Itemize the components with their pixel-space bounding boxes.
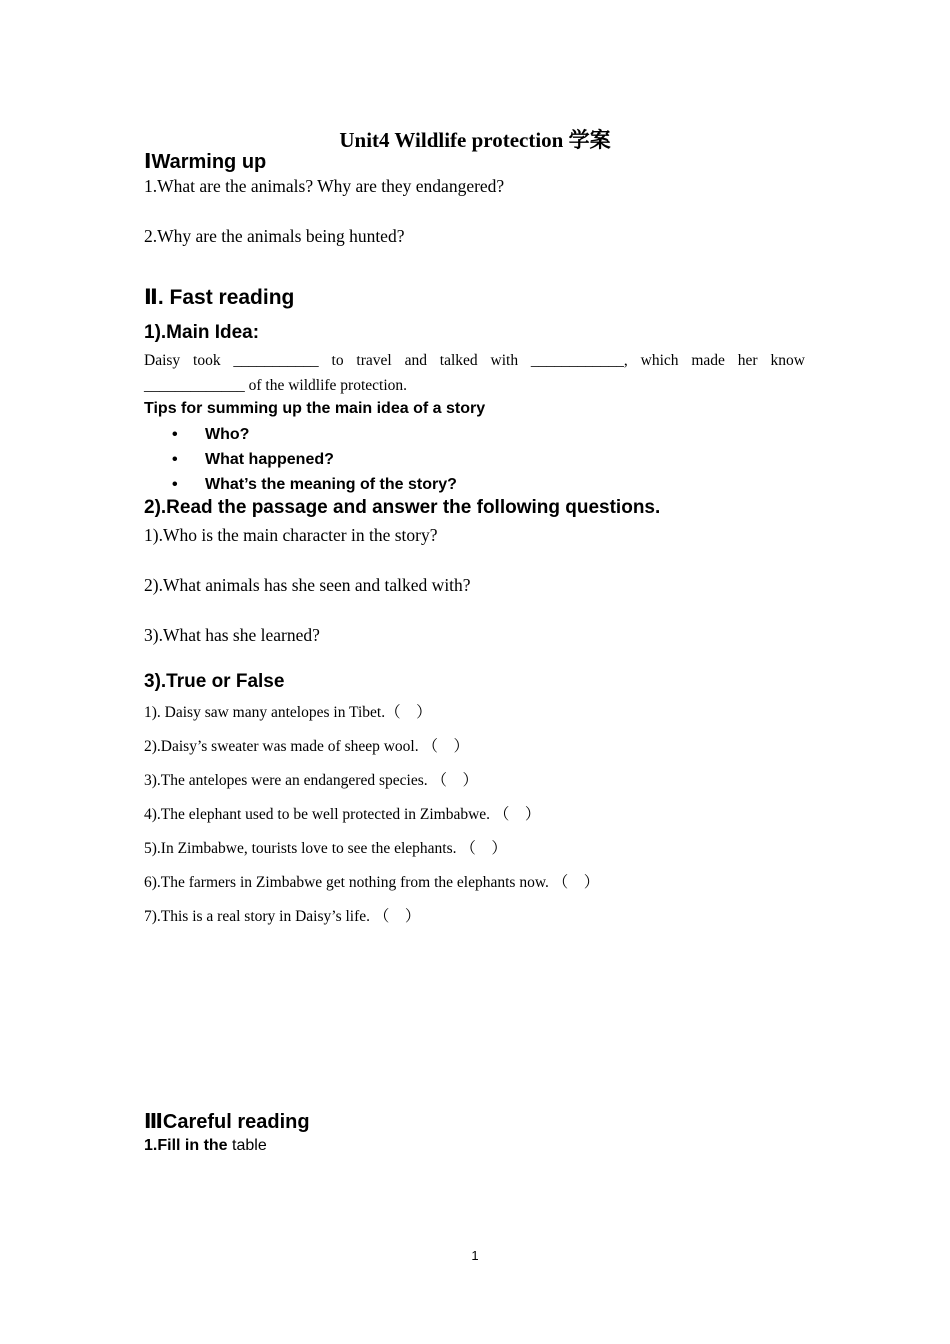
main-idea-word: to <box>331 352 344 369</box>
read-answer-heading: 2).Read the passage and answer the following questions. <box>144 497 661 518</box>
main-idea-blank-1: ___________ <box>233 352 319 369</box>
main-idea-word: which <box>640 352 679 369</box>
warming-up-heading: ⅠWarming up <box>144 151 267 173</box>
main-idea-word: and <box>404 352 427 369</box>
main-idea-word: with <box>490 352 519 369</box>
tf-item-3: 3).The antelopes were an endangered species. （ ） <box>144 772 478 789</box>
fill-table-instruction <box>144 1137 267 1155</box>
page-title: Unit4 Wildlife protection 学案 <box>339 128 611 152</box>
read-question-1: 1).Who is the main character in the story? <box>144 525 438 545</box>
main-idea-word: her <box>737 352 758 369</box>
tf-item-2: 2).Daisy’s sweater was made of sheep wool. （ ） <box>144 738 469 755</box>
main-idea-line-2: _____________ of the wildlife protection. <box>144 377 408 394</box>
main-idea-word: know <box>770 352 805 369</box>
read-question-3: 3).What has she learned? <box>144 625 320 645</box>
tip-meaning: What’s the meaning of the story? <box>205 476 457 493</box>
main-idea-heading: 1).Main Idea: <box>144 322 260 343</box>
tip-what-happened: What happened? <box>205 451 334 468</box>
main-idea-word: made <box>691 352 725 369</box>
tips-title: Tips for summing up the main idea of a story <box>144 400 486 417</box>
main-idea-word: talked <box>439 352 478 369</box>
fill-table-bold: 1.Fill in the <box>144 1137 228 1154</box>
bullet-icon: • <box>172 451 178 468</box>
tf-item-7: 7).This is a real story in Daisy’s life. （ ） <box>144 908 421 925</box>
true-false-heading: 3).True or False <box>144 671 285 692</box>
tip-who: Who? <box>205 426 250 443</box>
fast-reading-heading: Ⅱ. Fast reading <box>144 286 295 309</box>
page-number: 1 <box>471 1248 479 1263</box>
careful-reading-heading: ⅢCareful reading <box>144 1111 310 1133</box>
main-idea-line-1 <box>144 352 805 370</box>
bullet-icon: • <box>172 426 178 443</box>
tf-item-6: 6).The farmers in Zimbabwe get nothing from the elephants now. （ ） <box>144 874 600 891</box>
tf-item-1: 1). Daisy saw many antelopes in Tibet.（ ） <box>144 704 432 721</box>
tf-item-4: 4).The elephant used to be well protected in Zimbabwe. （ ） <box>144 806 541 823</box>
main-idea-blank-2: ____________, <box>530 352 628 369</box>
fill-table-word: table <box>232 1137 267 1154</box>
read-question-2: 2).What animals has she seen and talked with? <box>144 575 471 595</box>
main-idea-word: Daisy <box>144 352 181 369</box>
main-idea-word: took <box>193 352 221 369</box>
bullet-icon: • <box>172 476 178 493</box>
warming-question-1: 1.What are the animals? Why are they endangered? <box>144 176 505 196</box>
tf-item-5: 5).In Zimbabwe, tourists love to see the elephants. （ ） <box>144 840 507 857</box>
warming-question-2: 2.Why are the animals being hunted? <box>144 226 405 246</box>
main-idea-word: travel <box>356 352 392 369</box>
